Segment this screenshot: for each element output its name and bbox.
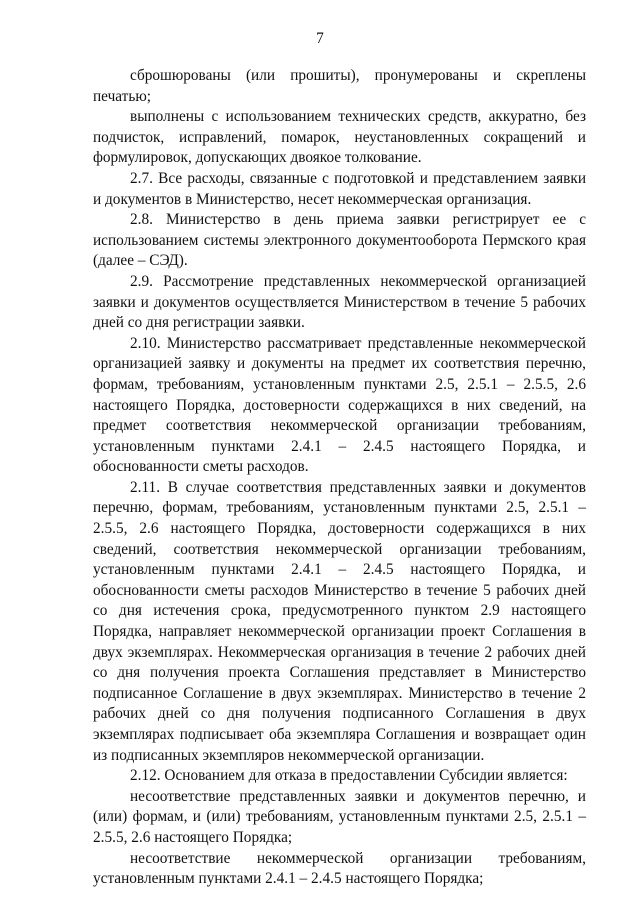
paragraph-2-7: 2.7. Все расходы, связанные с подготовкой и представлением заявки и документов в Министерство, несет некоммерческая организация. bbox=[93, 169, 586, 208]
document-body bbox=[93, 66, 586, 890]
paragraph-2-9: 2.9. Рассмотрение представленных некоммерческой организацией заявки и документов осуществляется Министерством в течение 5 рабочих дней со дня регистрации заявки. bbox=[93, 272, 586, 332]
paragraph-binding-continued: сброшюрованы (или прошиты), пронумерованы и скреплены печатью; bbox=[93, 67, 586, 105]
paragraph-2-12: 2.12. Основанием для отказа в предоставлении Субсидии является: bbox=[130, 767, 568, 785]
page-number: 7 bbox=[316, 30, 324, 47]
paragraph-refusal-ground-2: несоответствие некоммерческой организации требованиям, установленным пунктами 2.4.1 – 2.4.5 настоящего Порядка; bbox=[93, 849, 586, 888]
paragraph-technical-means: выполнены с использованием технических средств, аккуратно, без подчисток, исправлений, помарок, неустановленных сокращений и формулировок, допускающих двоякое толкование. bbox=[93, 108, 586, 167]
paragraph-2-8: 2.8. Министерство в день приема заявки регистрирует ее с использованием системы электронного документооборота Пермского края (далее – СЭД). bbox=[93, 211, 586, 270]
paragraph-refusal-ground-1: несоответствие представленных заявки и документов перечню, и (или) формам, и (или) требованиям, установленным пунктами 2.5, 2.5.1 – 2.5.5, 2.6 настоящего Порядка; bbox=[93, 787, 586, 846]
paragraph-2-10: 2.10. Министерство рассматривает представленные некоммерческой организацией заявку и документы на предмет их соответствия перечню, формам, требованиям, установленным пунктами 2.5, 2.5.1 – 2.5.5, 2.6 настоящего Порядка, достоверности содержащихся в них сведений, на предмет соответствия некоммерческой организации требованиям, установленным пунктами 2.4.1 – 2.4.5 настоящего Порядка, и обоснованности сметы расходов. bbox=[93, 334, 586, 476]
paragraph-2-11: 2.11. В случае соответствия представленных заявки и документов перечню, формам, требованиям, установленным пунктами 2.5, 2.5.1 – 2.5.5, 2.6 настоящего Порядка, достоверности содержащихся в них сведений, соответствия некоммерческой организации требованиям, установленным пунктами 2.4.1 – 2.4.5 настоящего Порядка, и обоснованности сметы расходов Министерство в течение 5 рабочих дней со дня истечения срока, предусмотренного пунктом 2.9 настоящего Порядка, направляет некоммерческой организации проект Соглашения в двух экземплярах. Некоммерческая организация в течение 2 рабочих дней со дня получения проекта Соглашения представляет в Министерство подписанное Соглашение в двух экземплярах. Министерство в течение 2 рабочих дней со дня получения подписанного Соглашения в двух экземплярах подписывает оба экземпляра Соглашения и возвращает один из подписанных экземпляров некоммерческой организации. bbox=[93, 478, 586, 764]
